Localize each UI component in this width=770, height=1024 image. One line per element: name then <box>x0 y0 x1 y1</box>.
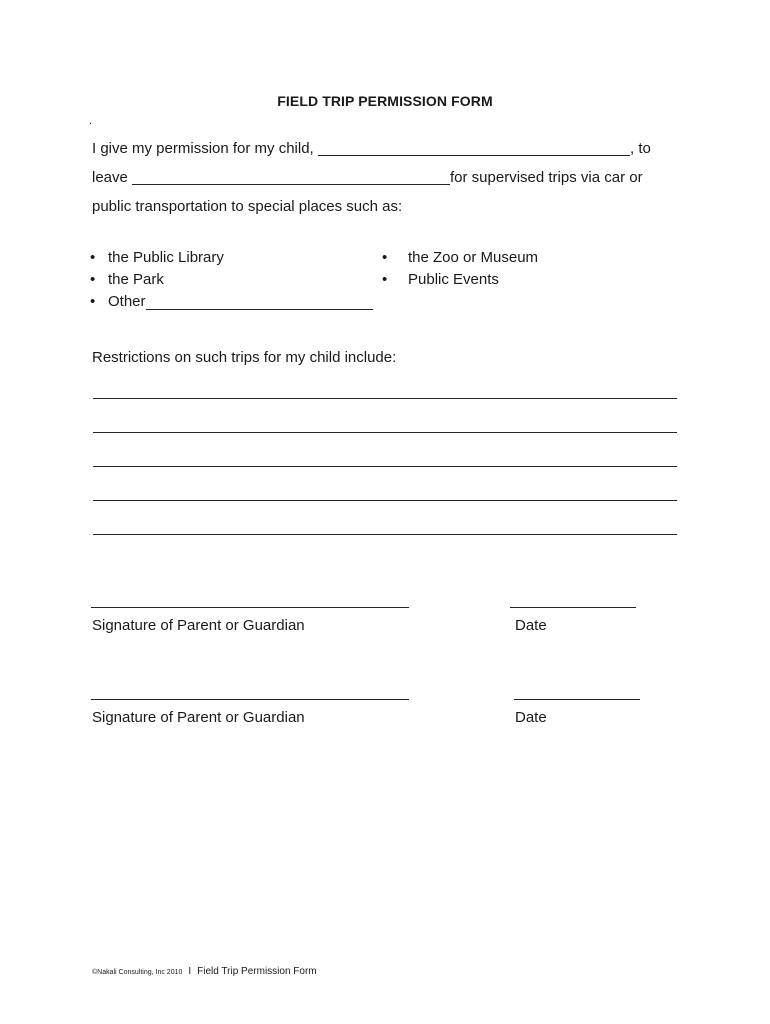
permission-text-line1: I give my permission for my child, <box>92 140 314 157</box>
list-item <box>90 249 224 266</box>
footer-separator: I <box>188 966 192 977</box>
restrictions-label: Restrictions on such trips for my child include: <box>92 349 397 366</box>
page-footer <box>92 966 317 977</box>
list-item <box>382 271 499 288</box>
date-field-1[interactable] <box>510 607 636 608</box>
bullet-icon: • <box>382 271 388 288</box>
place-park: the Park <box>108 271 164 288</box>
signature-field-1[interactable] <box>91 607 409 608</box>
restrictions-line-3[interactable] <box>93 466 677 467</box>
place-other: Other <box>108 293 146 310</box>
page-title: FIELD TRIP PERMISSION FORM <box>277 93 493 109</box>
permission-text-line3: public transportation to special places such as: <box>92 198 403 215</box>
signature-field-2[interactable] <box>91 699 409 700</box>
date-field-2[interactable] <box>514 699 640 700</box>
other-place-field[interactable] <box>146 309 373 310</box>
restrictions-line-5[interactable] <box>93 534 677 535</box>
permission-text-line2: leave <box>92 169 128 186</box>
footer-title: Field Trip Permission Form <box>197 966 317 977</box>
list-item <box>382 249 538 266</box>
list-item <box>90 293 146 310</box>
bullet-icon: • <box>90 293 96 310</box>
leave-place-field[interactable] <box>132 184 450 185</box>
place-zoo-museum: the Zoo or Museum <box>408 249 539 266</box>
place-public-library: the Public Library <box>108 249 224 266</box>
stray-mark: . <box>89 115 93 127</box>
date-label-2: Date <box>515 709 547 726</box>
date-label-1: Date <box>515 617 547 634</box>
restrictions-line-4[interactable] <box>93 500 677 501</box>
footer-company: ©Nakali Consulting, Inc 2010 <box>92 969 183 976</box>
place-public-events: Public Events <box>408 271 499 288</box>
signature-label-1: Signature of Parent or Guardian <box>92 617 305 634</box>
signature-label-2: Signature of Parent or Guardian <box>92 709 305 726</box>
bullet-icon: • <box>382 249 388 266</box>
restrictions-line-1[interactable] <box>93 398 677 399</box>
bullet-icon: • <box>90 271 96 288</box>
restrictions-line-2[interactable] <box>93 432 677 433</box>
permission-text-line2-end: for supervised trips via car or <box>450 169 643 186</box>
child-name-field[interactable] <box>318 155 630 156</box>
list-item <box>90 271 164 288</box>
bullet-icon: • <box>90 249 96 266</box>
permission-text-line1-end: , to <box>630 140 651 157</box>
